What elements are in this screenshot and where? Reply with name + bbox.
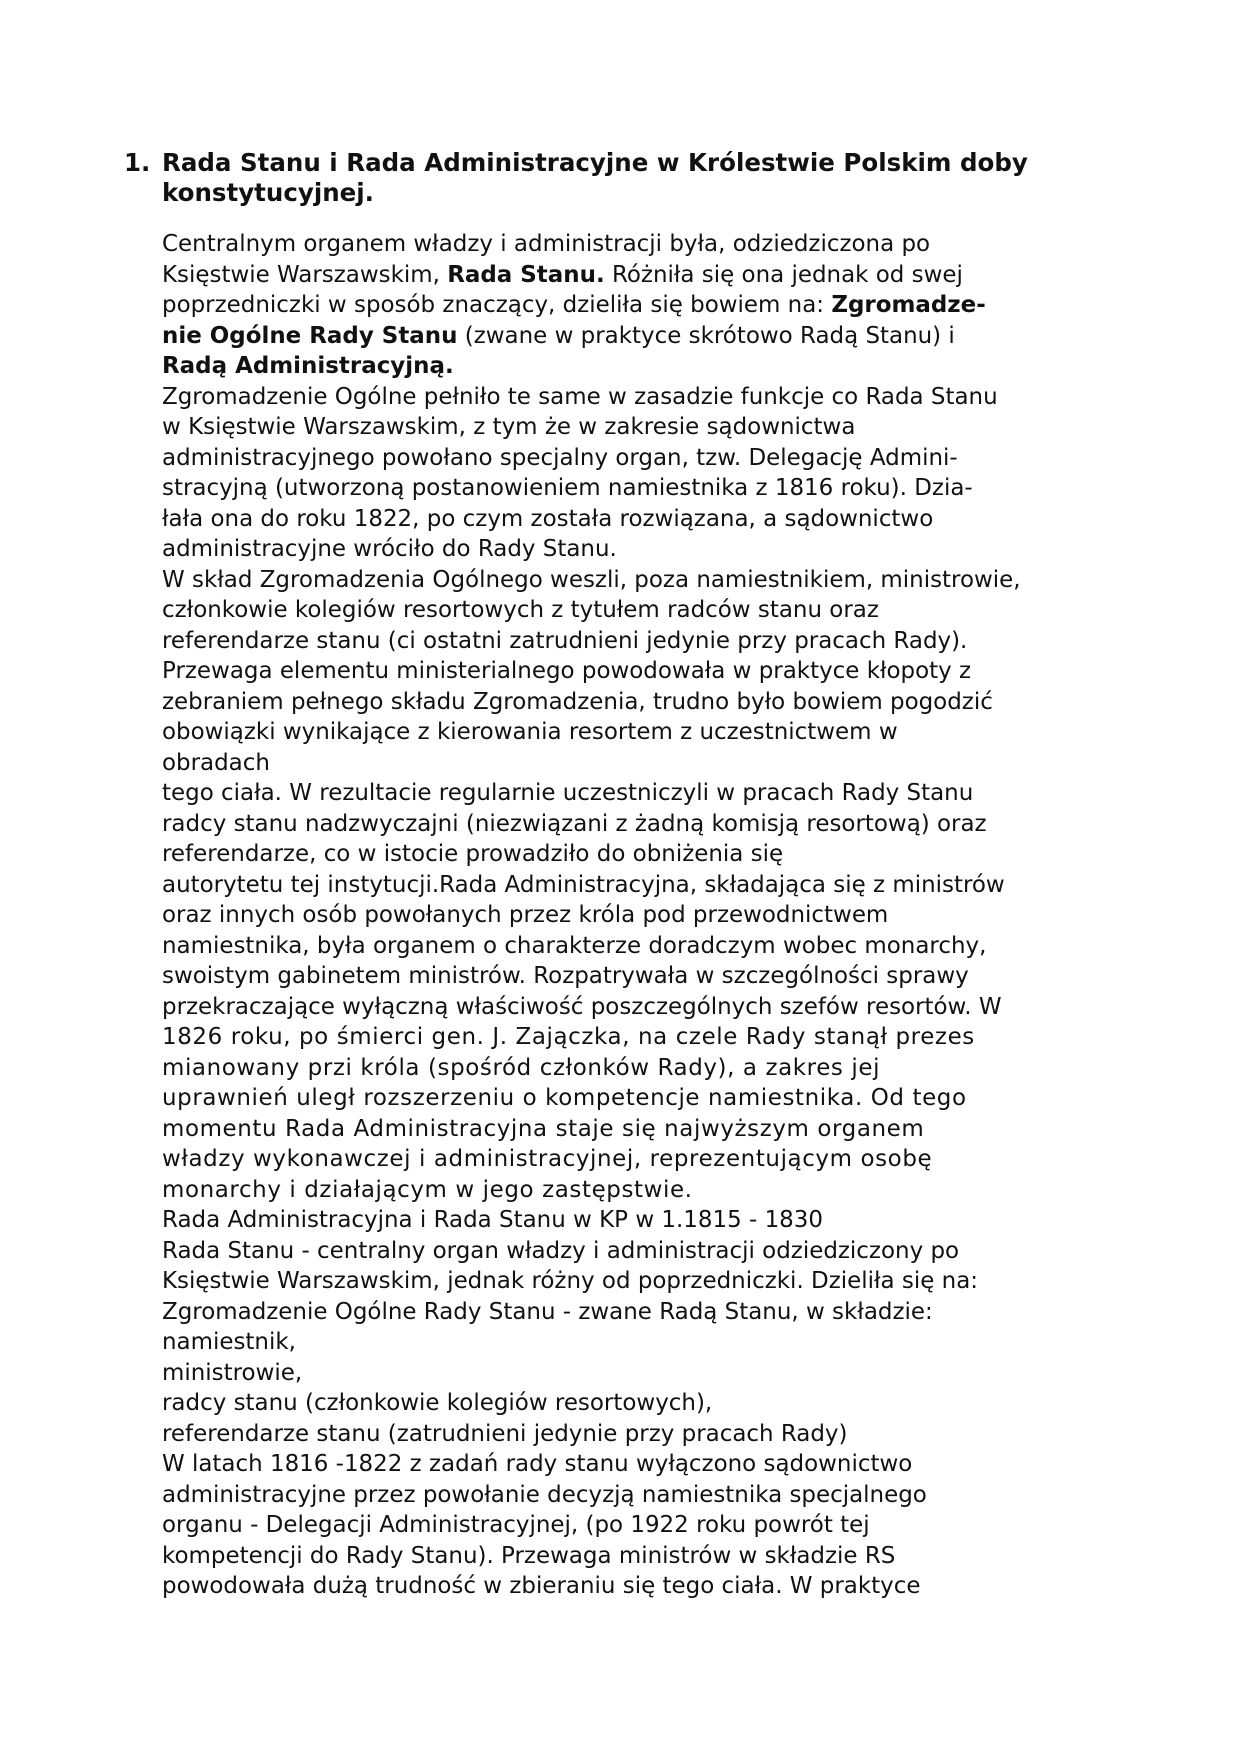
text-line <box>162 260 1122 291</box>
text-line: zebraniem pełnego składu Zgromadzenia, trudno było bowiem pogodzić <box>162 688 993 715</box>
document-body <box>162 229 1122 1602</box>
text-line: namiestnika, była organem o charakterze doradczym wobec monarchy, <box>162 932 987 959</box>
text-line: administracyjnego powołano specjalny organ, tzw. Delegację Admini- <box>162 444 958 471</box>
text-line: momentu Rada Administracyjna staje się najwyższym organem <box>162 1115 925 1142</box>
text-run: Różniła się ona jednak od swej <box>604 261 963 288</box>
text-line: Centralnym organem władzy i administracji była, odziedziczona po <box>162 231 931 257</box>
text-line: uprawnień uległ rozszerzeniu o kompetencje namiestnika. Od tego <box>162 1085 967 1111</box>
text-line: przekraczające wyłączną właściwość poszczególnych szefów resortów. W <box>162 993 1002 1020</box>
text-line: Rada Administracyjna i Rada Stanu w KP w 1.1815 - 1830 <box>162 1207 823 1233</box>
text-line: władzy wykonawczej i administracyjnej, reprezentującym osobę <box>162 1146 933 1172</box>
text-line: administracyjne wróciło do Rady Stanu. <box>162 536 617 562</box>
text-line: obradach <box>162 749 270 776</box>
text-line: organu - Delegacji Administracyjnej, (po 1922 roku powrót tej <box>162 1512 870 1538</box>
text-line <box>162 321 1122 352</box>
text-line: oraz innych osób powołanych przez króla pod przewodnictwem <box>162 902 889 928</box>
text-run: Księstwie Warszawskim, <box>162 261 448 288</box>
text-line: 1826 roku, po śmierci gen. J. Zajączka, na czele Rady stanął prezes <box>162 1024 975 1050</box>
text-line: Przewaga elementu ministerialnego powodowała w praktyce kłopoty z <box>162 658 972 684</box>
heading-number: 1. <box>124 148 151 177</box>
text-line: Radą Administracyjną. <box>162 353 454 379</box>
list-line: referendarze stanu (zatrudnieni jedynie przy pracach Rady) <box>162 1420 848 1447</box>
heading-line-1: Rada Stanu i Rada Administracyjne w Królestwie Polskim doby <box>162 148 1028 177</box>
text-line: swoistym gabinetem ministrów. Rozpatrywała w szczególności sprawy <box>162 963 969 989</box>
text-line: Zgromadzenie Ogólne pełniło te same w zasadzie funkcje co Rada Stanu <box>162 383 998 410</box>
list-line: ministrowie, <box>162 1359 303 1386</box>
text-line: W latach 1816 -1822 z zadań rady stanu wyłączono sądownictwo <box>162 1451 913 1477</box>
list-line: radcy stanu (członkowie kolegiów resortowych), <box>162 1390 713 1416</box>
text-run: (zwane w praktyce skrótowo Radą Stanu) i <box>457 322 955 349</box>
list-line: namiestnik, <box>162 1329 296 1355</box>
heading-line-2: konstytucyjnej. <box>162 178 374 207</box>
text-run: poprzedniczki w sposób znaczący, dzieliła się bowiem na: <box>162 292 832 318</box>
text-line: mianowany przi króla (spośród członków Rady), a zakres jej <box>162 1054 881 1081</box>
text-line: administracyjne przez powołanie decyzją namiestnika specjalnego <box>162 1481 927 1508</box>
section-heading <box>124 148 1084 208</box>
text-line: powodowała dużą trudność w zbieraniu się tego ciała. W praktyce <box>162 1573 921 1599</box>
text-line: Zgromadzenie Ogólne Rady Stanu - zwane Radą Stanu, w składzie: <box>162 1298 933 1325</box>
text-block-b <box>162 1022 1122 1205</box>
text-line: radcy stanu nadzwyczajni (niezwiązani z żadną komisją resortową) oraz <box>162 810 987 837</box>
text-line: Księstwie Warszawskim, jednak różny od poprzedniczki. Dzieliła się na: <box>162 1268 978 1294</box>
text-line: referendarze, co w istocie prowadziło do obniżenia się <box>162 841 784 867</box>
text-line: Rada Stanu - centralny organ władzy i administracji odziedziczony po <box>162 1237 960 1264</box>
text-line: W skład Zgromadzenia Ogólnego weszli, poza namiestnikiem, ministrowie, <box>162 566 1021 593</box>
text-line: autorytetu tej instytucji.Rada Administracyjna, składająca się z ministrów <box>162 871 1005 898</box>
bold-term: nie Ogólne Rady Stanu <box>162 322 458 349</box>
text-block-c <box>162 1205 1122 1602</box>
text-block-a <box>162 382 1122 1023</box>
bold-term: Rada Stanu. <box>447 261 605 288</box>
text-line: referendarze stanu (ci ostatni zatrudnieni jedynie przy pracach Rady). <box>162 627 968 654</box>
text-line: w Księstwie Warszawskim, z tym że w zakresie sądownictwa <box>162 414 856 440</box>
text-line: obowiązki wynikające z kierowania resortem z uczestnictwem w <box>162 719 898 745</box>
text-line: członkowie kolegiów resortowych z tytułem radców stanu oraz <box>162 597 879 623</box>
text-line: tego ciała. W rezultacie regularnie uczestniczyli w pracach Rady Stanu <box>162 780 974 806</box>
text-line <box>162 290 1122 321</box>
text-line: kompetencji do Rady Stanu). Przewaga ministrów w składzie RS <box>162 1542 896 1569</box>
bold-term: Zgromadze- <box>831 292 986 318</box>
text-line: łała ona do roku 1822, po czym została rozwiązana, a sądownictwo <box>162 505 934 532</box>
text-line: monarchy i działającym w jego zastępstwie. <box>162 1176 693 1203</box>
text-line: stracyjną (utworzoną postanowieniem namiestnika z 1816 roku). Dzia- <box>162 475 973 501</box>
